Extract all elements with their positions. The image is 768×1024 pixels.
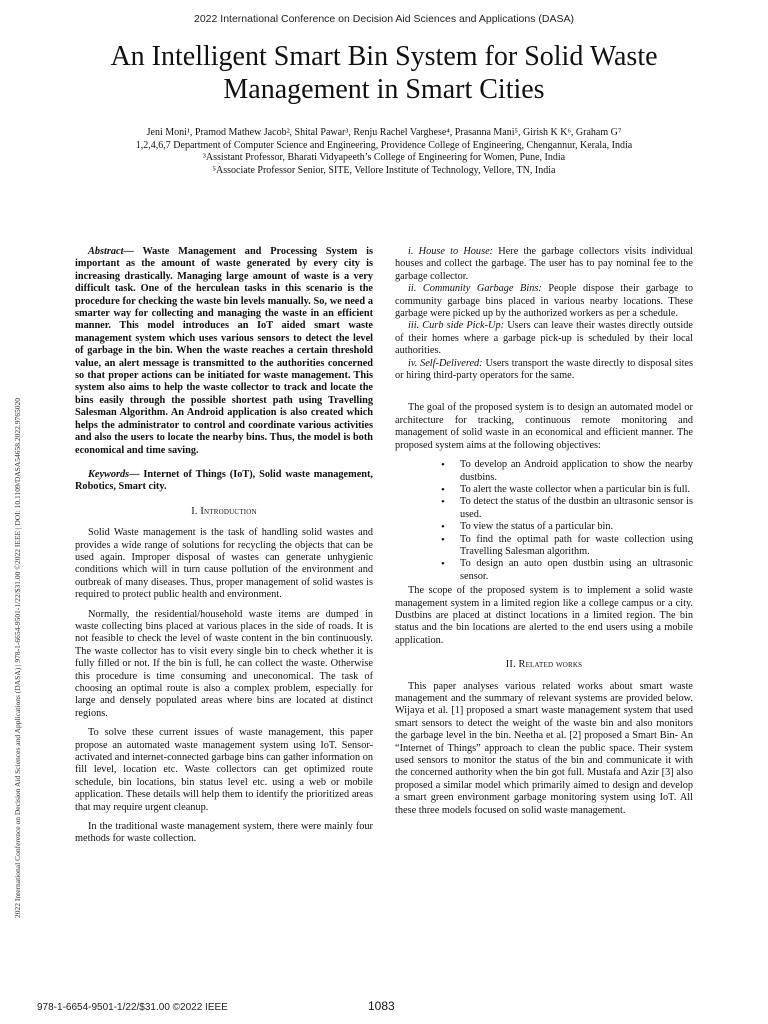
method-name: i. House to House: — [408, 246, 494, 257]
objective-item — [441, 558, 693, 583]
method-item — [395, 320, 693, 357]
method-item — [395, 358, 693, 383]
bullet-icon: • — [441, 496, 445, 509]
author-block — [40, 127, 728, 177]
footer-isbn: 978-1-6654-9501-1/22/$31.00 ©2022 IEEE — [37, 1002, 228, 1013]
bullet-icon: • — [441, 459, 445, 472]
objective-text: To develop an Android application to show the nearby dustbins. — [460, 459, 693, 483]
intro-paragraph-1: Solid Waste management is the task of handling solid wastes and provides a wide range of solutions for recycling the objects that can be used again. Improper disposal of wastes can generate unhygienic conditions which will in turn cause pollution of the environment and outbreak of many diseases. Thus, proper management of solid wastes is required to protect public health and environment. — [75, 527, 373, 601]
objective-text: To find the optimal path for waste collection using Travelling Salesman algorithm. — [460, 533, 693, 557]
objective-item — [441, 521, 693, 533]
affiliation-1: 1,2,4,6,7 Department of Computer Science and Engineering, Providence College of Engineering, Chengannur, Kerala, India — [135, 139, 633, 151]
goal-paragraph: The goal of the proposed system is to design an automated model or architecture for tracking, continuous remote monitoring and management of solid waste in an economical and efficient manner. The proposed system aims at the following objectives: — [395, 402, 693, 451]
objectives-list — [395, 459, 693, 583]
objective-item — [441, 459, 693, 484]
side-citation-text: 2022 International Conference on Decision Aid Sciences and Applications (DASA) | 978-1-6654-9501-1/22/$31.00 ©2022 IEEE | DOI: 10.1109/DASA54658.2022.9765020 — [13, 397, 22, 918]
objective-item — [441, 534, 693, 559]
title-line-2: Management in Smart Cities — [223, 74, 545, 105]
keywords — [75, 469, 373, 494]
left-column — [75, 246, 373, 853]
related-works-paragraph: This paper analyses various related works about smart waste management and the summary of relevant systems are provided below. Wijaya et al. [1] proposed a smart waste management system that used smart sensors to detect the weight of the waste bin and also monitors the garbage level in the bin. Neetha et al. [2] proposed a Smart Bin- An “Internet of Things” approach to clean the public space. Their system used sensors to monitor the status of the bin and communicate it with the concerned authority when the bin got full. Mustafa and Azir [3] also proposed a similar model which primarily aimed to design and develop a smart green environment garbage monitoring system using IoT. All these three models focused on solid waste management. — [395, 680, 693, 816]
scope-paragraph: The scope of the proposed system is to implement a solid waste management system in a limited region like a college campus or a city. Dustbins are placed at distinct locations in a limited region. The bin status and the bin locations are alerted to the end users using a mobile application. — [395, 585, 693, 646]
page-number: 1083 — [368, 999, 395, 1013]
objective-text: To design an auto open dustbin using an ultrasonic sensor. — [460, 558, 693, 582]
intro-paragraph-3: To solve these current issues of waste management, this paper propose an automated waste management system using IoT. Sensor- activated and internet-connected garbage bins can gather information on fill level, location etc. Waste collectors can get optimized route schedule, bin locations, bin status level etc. using a web or mobile application. These details will help them to identify the prioritized areas that may require urgent cleanup. — [75, 727, 373, 813]
abstract — [75, 246, 373, 457]
method-name: ii. Community Garbage Bins: — [408, 283, 542, 295]
section-heading-related-works: II. Related works — [505, 659, 583, 671]
method-name: iii. Curb side Pick-Up: — [408, 320, 505, 332]
author-names: Jeni Moni¹, Pramod Mathew Jacob², Shital Pawar³, Renju Rachel Varghese⁴, Prasanna Mani⁵, Girish K K⁶, Graham G⁷ — [146, 127, 622, 138]
bullet-icon: • — [441, 483, 445, 496]
bullet-icon: • — [441, 533, 445, 546]
objective-item — [441, 484, 693, 496]
keywords-text: Internet of Things (IoT), Solid waste management, Robotics, Smart city. — [75, 468, 373, 493]
method-item — [395, 246, 693, 283]
method-text: Here the garbage collectors visits individual houses and collect the garbage. The user has to pay nominal fee to the garbage collector. — [395, 246, 693, 282]
bullet-icon: • — [441, 521, 445, 534]
method-text: People dispose their garbage to community garbage bins placed in various nearby locations. These garbage were picked up by the authorized workers as per a schedule. — [395, 283, 693, 320]
keywords-lead: Keywords— — [88, 468, 140, 480]
affiliation-3: ⁵Associate Professor Senior, SITE, Vellore Institute of Technology, Vellore, TN, India — [212, 164, 556, 176]
bullet-icon: • — [441, 558, 445, 571]
section-heading-introduction: I. Introduction — [191, 505, 257, 517]
method-item — [395, 283, 693, 320]
objective-text: To detect the status of the dustbin an ultrasonic sensor is used. — [460, 496, 693, 520]
abstract-lead: Abstract— — [88, 246, 134, 257]
right-column — [395, 246, 693, 824]
objective-text: To alert the waste collector when a particular bin is full. — [460, 483, 691, 495]
paper-title — [40, 40, 728, 106]
abstract-text: Waste Management and Processing System is important as the amount of waste generated by every city is increasing drastically. Managing large amount of waste is a very difficult task. One of the herculean tasks in this scenario is the procedure for checking the waste bin levels manually. So, we need a smarter way for collecting and managing the waste in an efficient manner. This model introduces an IoT aided smart waste management system which uses various sensors to detect the level of garbage in the bin. When the waste reaches a certain threshold value, an alert message is transmitted to the authorities concerned so that proper actions can be initiated for waste management. This system also aims to help the waste collector to track and locate the bins easily through the possible shortest path using Travelling Salesman Algorithm. An Android application is also created which helps the administrator to control and coordinate various activities and also the users to locate the nearby bins. Thus, the model is both economical and time saving. — [75, 246, 373, 456]
title-line-1: An Intelligent Smart Bin System for Solid Waste — [110, 41, 658, 72]
objective-item — [441, 496, 693, 521]
method-text: Users transport the waste directly to disposal sites or hiring third-party operators for the same. — [395, 357, 694, 382]
method-text: Users can leave their wastes directly outside of their homes where a garbage pick-up is scheduled by their local authorities. — [395, 320, 693, 357]
side-margin-citation — [13, 178, 21, 918]
affiliation-2: ³Assistant Professor, Bharati Vidyapeeth’s College of Engineering for Women, Pune, India — [202, 152, 566, 163]
conference-header: 2022 International Conference on Decision Aid Sciences and Applications (DASA) — [194, 13, 574, 25]
method-name: iv. Self-Delivered: — [408, 357, 483, 369]
intro-paragraph-2: Normally, the residential/household waste items are dumped in waste collecting bins placed at various places in the side of roads. It is not feasible to check the level of waste content in the bin continuously. The waste collector has to visit every single bin to check whether it is fully filled or not. If the bin is full, he can collect the waste. Otherwise this procedure is time consuming and uneconomical. The task of choosing an optimal route is also a complex problem, especially for large and densely populated areas where bins are located at distinct regions. — [75, 608, 373, 719]
intro-paragraph-4: In the traditional waste management system, there were mainly four methods for waste collection. — [75, 821, 373, 845]
objective-text: To view the status of a particular bin. — [460, 521, 614, 533]
